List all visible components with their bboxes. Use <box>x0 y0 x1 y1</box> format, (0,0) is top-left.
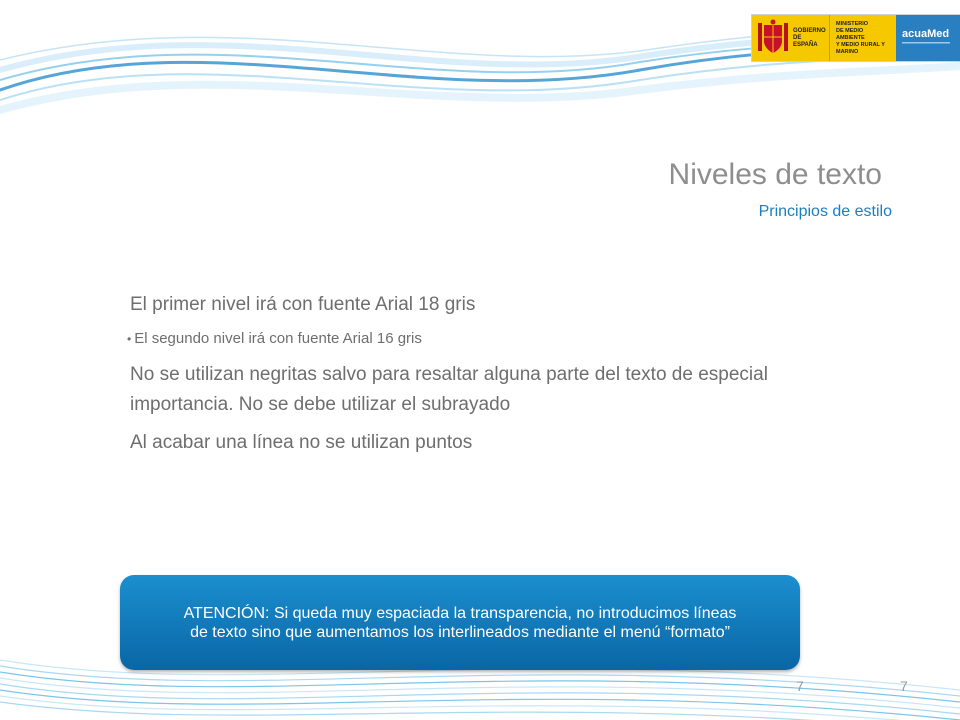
body-paragraph-1: No se utilizan negritas salvo para resaltar alguna parte del texto de especial importancia. No se debe utilizar el subrayado <box>130 364 768 415</box>
ministry-line-1: MINISTERIO <box>836 20 869 27</box>
attention-callout <box>120 575 800 670</box>
gov-line-1: GOBIERNO <box>793 27 826 34</box>
level2-text: El segundo nivel irá con fuente Arial 16 gris <box>134 330 422 347</box>
body-paragraph-2: Al acabar una línea no se utilizan puntos <box>130 432 473 453</box>
ministry-line-3: Y MEDIO RURAL Y MARINO <box>836 41 885 55</box>
slide-body <box>127 290 810 466</box>
slide-subtitle: Principios de estilo <box>758 203 892 220</box>
acuamed-logo <box>896 15 960 61</box>
level2-item <box>127 328 810 350</box>
acuamed-tagline-graphic <box>902 40 960 48</box>
ministry-text <box>830 15 896 61</box>
page-number: 7 <box>796 678 804 694</box>
level1-text: El primer nivel irá con fuente Arial 18 gris <box>130 294 476 315</box>
ministry-acuamed-logo <box>751 14 960 62</box>
ministry-line-2: DE MEDIO AMBIENTE <box>836 27 865 41</box>
bullet-icon: • <box>127 332 132 346</box>
acuamed-brand-name: acuaMed <box>902 28 950 40</box>
coat-of-arms-icon <box>756 19 790 57</box>
gov-line-2: DE ESPAÑA <box>793 34 818 48</box>
government-text <box>793 28 825 49</box>
slide-title: Niveles de texto <box>668 158 882 191</box>
government-logo <box>752 15 830 61</box>
callout-text: ATENCIÓN: Si queda muy espaciada la transparencia, no introducimos líneas de texto sino que aumentamos los interlineados mediante el menú “formato” <box>183 604 737 641</box>
page-number-secondary: 7 <box>900 678 908 694</box>
